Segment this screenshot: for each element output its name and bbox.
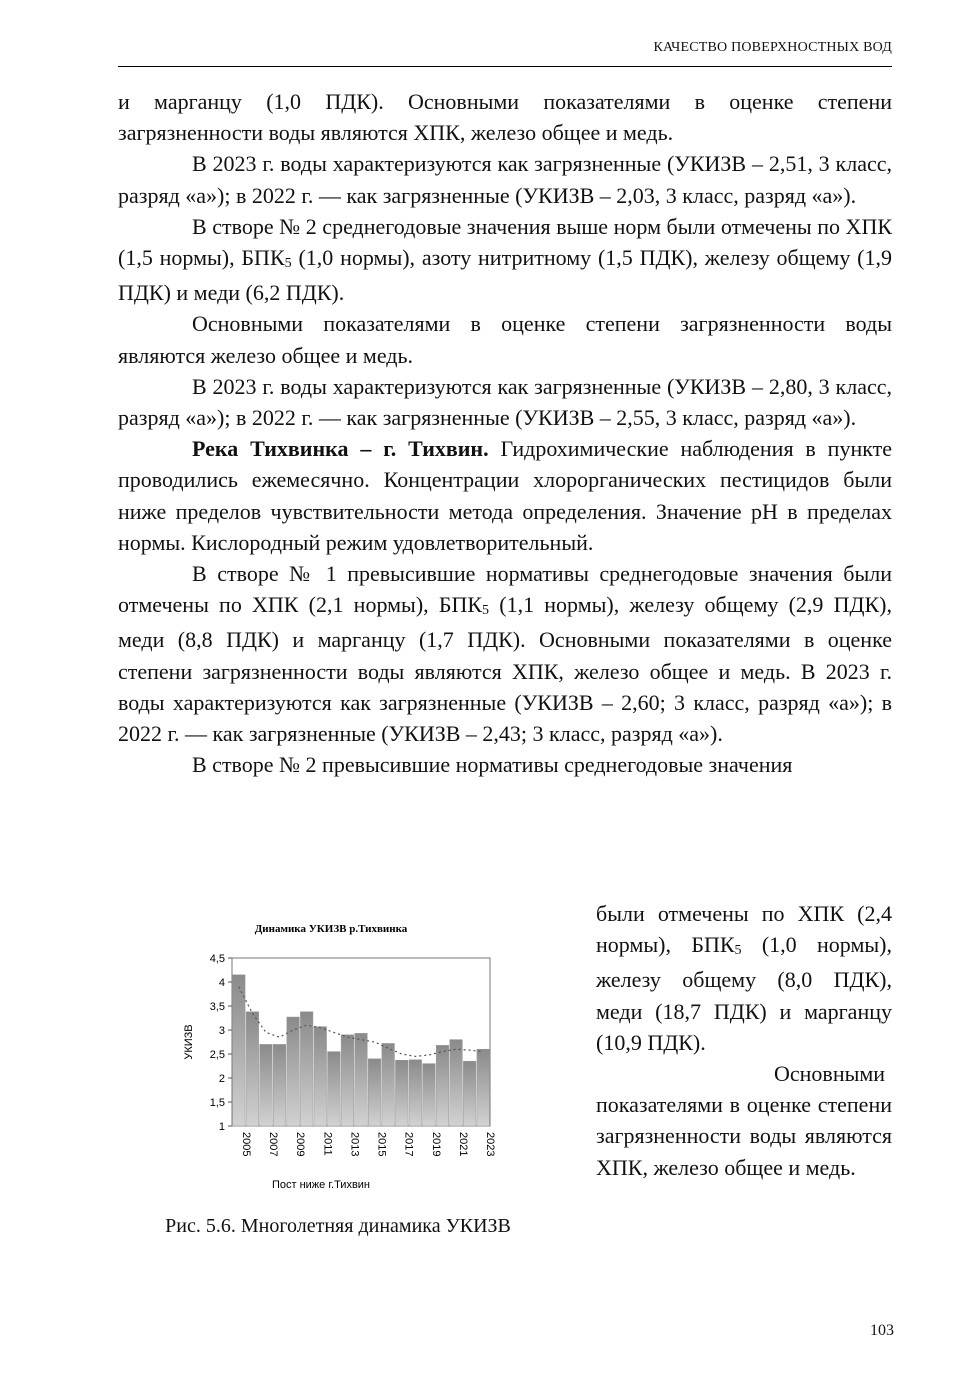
header-rule [118,66,892,67]
paragraph-8: В створе № 2 превысившие нормативы среднегодовые значения [192,752,793,778]
paragraph-6 [118,433,892,558]
paragraph-2: В 2023 г. воды характеризуются как загрязненные (УКИЗВ – 2,51, 3 класс, разряд «а»); в 2022 г. — как загрязненные (УКИЗВ – 2,03, 3 класс, разряд «а»). [118,151,892,208]
bar-2009 [287,1017,300,1126]
ukizv-chart [170,916,510,1206]
bar-2017 [395,1060,408,1126]
bar-2022 [463,1061,476,1126]
chart-title: Динамика УКИЗВ р.Тихвинка [254,923,408,935]
x-tick-label: 2015 [375,1132,388,1157]
paragraph-4: Основными показателями в оценке степени загрязненности воды являются железо общее и медь. [118,311,892,368]
side-text-b: (1,0 нормы), железу общему (8,0 ПДК), меди (18,7 ПДК) и марганцу (10,9 ПДК). [596,932,892,1055]
bar-2011 [314,1027,327,1126]
page-number: 103 [870,1322,894,1339]
running-header: КАЧЕСТВО ПОВЕРХНОСТНЫХ ВОД [653,40,892,55]
x-tick-label: 2011 [321,1132,334,1156]
bar-2021 [450,1040,463,1126]
x-tick-label: 2017 [402,1132,415,1157]
y-tick-label: 1 [218,1121,225,1133]
paragraph-7-text-a: В створе № 1 превысившие нормативы среднегодовые значения были отмечены по ХПК (2,1 нормы), БПК [118,561,892,618]
y-tick-label: 4,5 [209,953,225,965]
bar-2020 [436,1045,449,1126]
main-text [118,86,892,780]
x-tick-label: 2007 [266,1132,279,1157]
y-tick-label: 4 [218,977,225,989]
subscript-5: 5 [284,256,292,272]
bar-2015 [368,1059,381,1126]
paragraph-7 [118,558,892,749]
bar-2008 [273,1044,286,1126]
side-text-a: были отмечены по ХПК (2,4 нормы), БПК [596,901,892,958]
bar-2012 [328,1052,341,1126]
paragraph-7-text-b: (1,1 нормы), железу общему (2,9 ПДК), меди (8,8 ПДК) и марганцу (1,7 ПДК). Основными показателями в оценке степени загрязненности воды являются ХПК, железо общее и медь. В 2023 г. воды характеризуются как загрязненные (УКИЗВ – 2,60; 3 класс, разряд «а»); в 2022 г. — как загрязненные (УКИЗВ – 2,43; 3 класс, разряд «а»). [118,592,892,747]
bar-2010 [300,1012,313,1126]
y-tick-label: 2,5 [209,1049,225,1061]
x-axis-label: Пост ниже г.Тихвин [271,1179,371,1191]
y-tick-label: 2 [218,1073,225,1085]
y-tick-label: 3,5 [209,1001,225,1013]
bar-2005 [233,975,246,1126]
bar-2016 [382,1043,395,1126]
paragraph-3 [118,211,892,309]
bar-2019 [423,1064,436,1126]
y-tick-label: 3 [218,1025,225,1037]
subscript-5: 5 [734,943,742,959]
paragraph-3-text-b: (1,0 нормы), азоту нитритному (1,5 ПДК), железу общему (1,9 ПДК) и меди (6,2 ПДК). [118,245,892,306]
bar-2006 [246,1012,259,1126]
river-heading: Река Тихвинка – г. Тихвин. [192,436,489,462]
x-tick-label: 2023 [484,1132,497,1157]
x-tick-label: 2021 [457,1132,470,1157]
x-tick-label: 2013 [348,1132,361,1157]
side-text [596,898,892,1183]
x-tick-label: 2005 [239,1132,252,1157]
paragraph-3-text-a: В створе № 2 среднегодовые значения выше норм были отмечены по ХПК (1,5 нормы), БПК [118,213,892,271]
x-tick-label: 2009 [294,1132,307,1157]
subscript-5: 5 [482,603,490,619]
bar-2023 [477,1049,490,1126]
paragraph-1: и марганцу (1,0 ПДК). Основными показателями в оценке степени загрязненности воды являются ХПК, железо общее и медь. [118,89,892,146]
chart-svg [170,916,510,1206]
x-tick-label: 2019 [429,1132,442,1157]
side-paragraph-1 [596,898,892,1058]
y-axis-label: УКИЗВ [183,1024,195,1060]
paragraph-6-text: Гидрохимические наблюдения в пункте проводились ежемесячно. Концентрации хлорорганических пестицидов были ниже пределов чувствительности метода определения. Значение pH в пределах нормы. Кислородный режим удовлетворительный. [118,436,892,555]
y-tick-label: 1,5 [209,1097,225,1109]
side-paragraph-2: Основными показателями в оценке степени загрязненности воды являются ХПК, железо общее и медь. [596,1061,892,1180]
figure-caption: Рис. 5.6. Многолетняя динамика УКИЗВ [165,1215,511,1237]
bar-2018 [409,1060,422,1126]
bar-2013 [341,1035,354,1126]
bar-2007 [260,1044,273,1126]
paragraph-5: В 2023 г. воды характеризуются как загрязненные (УКИЗВ – 2,80, 3 класс, разряд «а»); в 2022 г. — как загрязненные (УКИЗВ – 2,55, 3 класс, разряд «а»). [118,373,892,431]
bar-2014 [355,1033,368,1126]
